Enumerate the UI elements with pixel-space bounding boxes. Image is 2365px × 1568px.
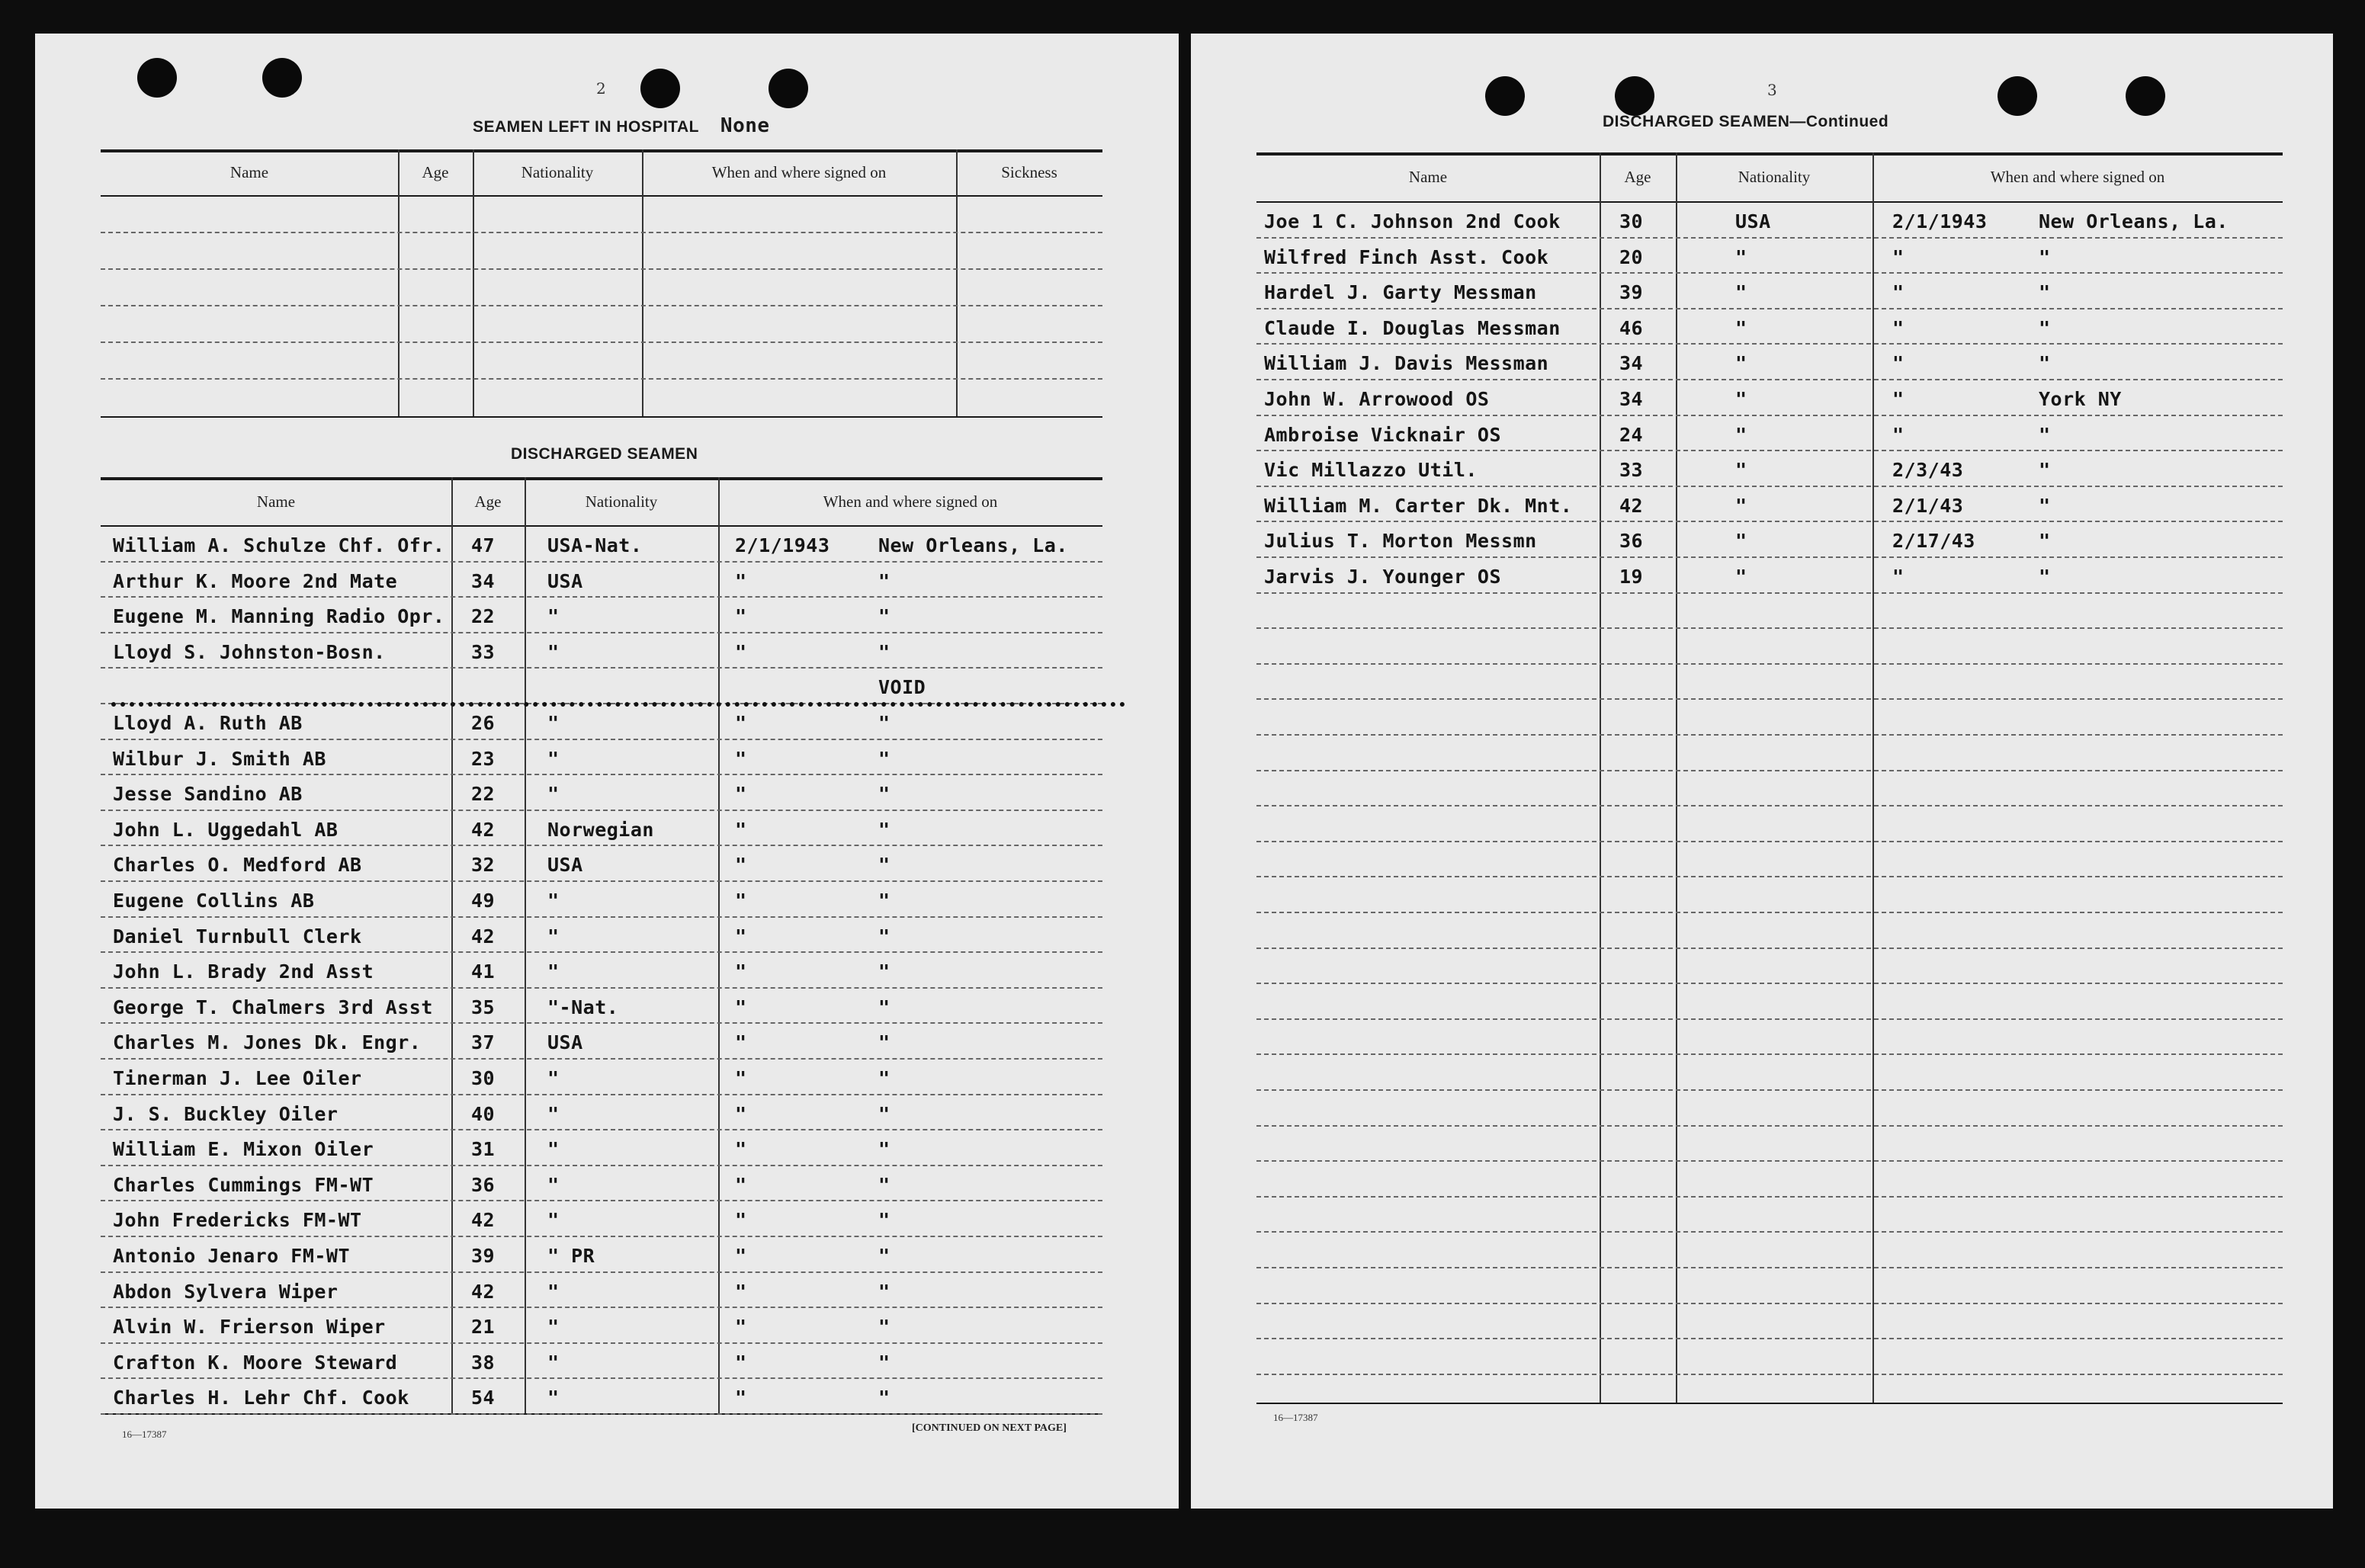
column-header: Age [474, 492, 502, 511]
row-ruling [101, 1413, 1102, 1415]
seaman-nationality: " [547, 1316, 560, 1339]
seaman-nationality: " [1735, 494, 1747, 517]
table-bottom-rule [101, 416, 1102, 418]
seaman-nationality: " [1735, 245, 1747, 268]
row-ruling [101, 596, 1102, 598]
row-ruling [101, 632, 1102, 633]
seaman-age: 32 [471, 854, 496, 877]
seaman-nationality: " [547, 747, 560, 770]
signed-on-place: " [878, 569, 890, 592]
seaman-nationality: USA [547, 1031, 583, 1054]
continued-note: [CONTINUED ON NEXT PAGE] [912, 1422, 1067, 1434]
seaman-nationality: " [547, 1173, 560, 1196]
row-ruling [101, 1342, 1102, 1344]
seaman-name: William J. Davis Messman [1264, 352, 1549, 375]
row-ruling [1256, 379, 2283, 380]
seaman-name: John L. Brady 2nd Asst [113, 960, 374, 983]
signed-on-place: " [2039, 245, 2051, 268]
seaman-nationality: " [547, 783, 560, 806]
seaman-name: Charles H. Lehr Chf. Cook [113, 1387, 409, 1409]
row-ruling [1256, 1267, 2283, 1268]
binder-hole [2126, 76, 2165, 116]
seaman-age: 39 [471, 1245, 496, 1267]
form-number: 16—17387 [1273, 1412, 1318, 1423]
seaman-nationality: " [547, 890, 560, 912]
row-ruling [1256, 734, 2283, 736]
row-ruling [1256, 1196, 2283, 1198]
seaman-name: Lloyd A. Ruth AB [113, 712, 303, 734]
signed-on-place: " [878, 960, 890, 983]
seaman-name: Lloyd S. Johnston-Bosn. [113, 640, 386, 663]
signed-on-date: " [735, 1173, 747, 1196]
row-ruling [101, 774, 1102, 775]
signed-on-place: " [878, 925, 890, 948]
seaman-age: 33 [1619, 459, 1644, 482]
signed-on-place: " [878, 783, 890, 806]
seaman-age: 22 [471, 605, 496, 628]
signed-on-place: " [2039, 459, 2051, 482]
row-ruling [1256, 1374, 2283, 1375]
seaman-name: Charles O. Medford AB [113, 854, 362, 877]
row-ruling [1256, 698, 2283, 700]
column-header: Nationality [585, 492, 658, 511]
signed-on-date: 2/3/43 [1892, 459, 1964, 482]
signed-on-place: " [878, 1245, 890, 1267]
seaman-name: John Fredericks FM-WT [113, 1209, 362, 1232]
row-ruling [1256, 237, 2283, 239]
row-ruling [101, 810, 1102, 811]
signed-on-place: " [878, 1138, 890, 1161]
row-ruling [1256, 627, 2283, 629]
seaman-name: Eugene Collins AB [113, 890, 315, 912]
seaman-name: Eugene M. Manning Radio Opr. [113, 605, 445, 628]
column-header: Name [256, 492, 296, 511]
row-ruling [1256, 343, 2283, 345]
row-ruling [1256, 415, 2283, 416]
row-ruling [1256, 663, 2283, 665]
column-divider [451, 477, 453, 1413]
row-ruling [1256, 521, 2283, 522]
seaman-age: 24 [1619, 423, 1644, 446]
column-divider [473, 149, 474, 416]
row-ruling [1256, 1125, 2283, 1127]
seaman-name: Ambroise Vicknair OS [1264, 423, 1502, 446]
seaman-nationality: USA [547, 854, 583, 877]
row-ruling [101, 667, 1102, 669]
seaman-name: William M. Carter Dk. Mnt. [1264, 494, 1573, 517]
table-top-rule [1256, 152, 2283, 156]
seaman-nationality: " [547, 1102, 560, 1125]
row-ruling [1256, 983, 2283, 984]
signed-on-date: " [735, 569, 747, 592]
row-ruling [1256, 592, 2283, 594]
seaman-age: 46 [1619, 316, 1644, 339]
seaman-name: J. S. Buckley Oiler [113, 1102, 339, 1125]
seaman-age: 47 [471, 534, 496, 556]
signed-on-date: " [735, 1351, 747, 1374]
row-ruling [101, 1058, 1102, 1060]
seaman-nationality: USA [547, 569, 583, 592]
seaman-name: Julius T. Morton Messmn [1264, 530, 1537, 553]
seaman-nationality: " [547, 1351, 560, 1374]
row-ruling [101, 378, 1102, 380]
signed-on-place: " [878, 747, 890, 770]
seaman-nationality: Norwegian [547, 818, 654, 841]
signed-on-date: " [1892, 388, 1905, 410]
signed-on-date: " [735, 818, 747, 841]
seaman-age: 22 [471, 783, 496, 806]
column-header: Name [229, 163, 269, 181]
binder-hole [137, 58, 177, 98]
row-ruling [101, 739, 1102, 740]
seaman-age: 42 [1619, 494, 1644, 517]
seaman-age: 34 [471, 569, 496, 592]
column-divider [642, 149, 643, 416]
row-ruling [101, 232, 1102, 233]
column-divider [956, 149, 958, 416]
seaman-name: Claude I. Douglas Messman [1264, 316, 1561, 339]
seaman-nationality: " [547, 605, 560, 628]
signed-on-date: " [1892, 281, 1905, 304]
seaman-nationality: " [547, 1280, 560, 1303]
signed-on-date: " [735, 1102, 747, 1125]
seaman-nationality: "-Nat. [547, 996, 619, 1018]
seaman-nationality: " PR [547, 1245, 595, 1267]
signed-on-place: " [878, 1280, 890, 1303]
page-number: 3 [1767, 81, 1777, 99]
signed-on-date: " [735, 1387, 747, 1409]
signed-on-date: " [735, 1067, 747, 1089]
row-ruling [101, 305, 1102, 306]
seaman-age: 34 [1619, 388, 1644, 410]
signed-on-date: " [1892, 245, 1905, 268]
signed-on-date: " [1892, 352, 1905, 375]
row-ruling [101, 1022, 1102, 1024]
seaman-name: Alvin W. Frierson Wiper [113, 1316, 386, 1339]
signed-on-date: " [735, 1316, 747, 1339]
discharged-caption: DISCHARGED SEAMEN [511, 445, 698, 463]
hospital-none-stamp: None [720, 114, 770, 137]
signed-on-date: " [1892, 316, 1905, 339]
signed-on-date: 2/1/1943 [1892, 210, 1988, 232]
table-bottom-rule [1256, 1403, 2283, 1404]
row-ruling [101, 916, 1102, 918]
binder-hole [640, 69, 680, 108]
signed-on-place: " [878, 640, 890, 663]
signed-on-date: " [735, 1031, 747, 1054]
seaman-nationality: " [1735, 566, 1747, 588]
signed-on-place: VOID [878, 676, 926, 699]
seaman-age: 30 [471, 1067, 496, 1089]
column-header: Nationality [1738, 168, 1811, 186]
seaman-name: George T. Chalmers 3rd Asst [113, 996, 433, 1018]
seaman-age: 37 [471, 1031, 496, 1054]
signed-on-place: " [878, 1209, 890, 1232]
row-ruling [1256, 450, 2283, 451]
seaman-nationality: " [1735, 530, 1747, 553]
signed-on-place: " [878, 996, 890, 1018]
seaman-name: John W. Arrowood OS [1264, 388, 1490, 410]
form-number: 16—17387 [122, 1429, 167, 1440]
signed-on-date: 2/17/43 [1892, 530, 1975, 553]
column-divider [718, 477, 720, 1413]
seaman-age: 42 [471, 925, 496, 948]
row-ruling [1256, 308, 2283, 309]
seaman-nationality: USA [1735, 210, 1771, 232]
signed-on-place: " [878, 890, 890, 912]
signed-on-place: " [878, 818, 890, 841]
column-header: Name [1408, 168, 1448, 186]
seaman-age: 30 [1619, 210, 1644, 232]
seaman-name: Wilbur J. Smith AB [113, 747, 326, 770]
seaman-nationality: " [1735, 423, 1747, 446]
row-ruling [1256, 1338, 2283, 1339]
seaman-name: Daniel Turnbull Clerk [113, 925, 362, 948]
seaman-age: 42 [471, 1209, 496, 1232]
seaman-name: Jarvis J. Younger OS [1264, 566, 1502, 588]
seaman-name: John L. Uggedahl AB [113, 818, 339, 841]
seaman-name: Jesse Sandino AB [113, 783, 303, 806]
signed-on-place: York NY [2039, 388, 2122, 410]
row-ruling [1256, 948, 2283, 949]
seaman-age: 33 [471, 640, 496, 663]
left-page [35, 34, 1179, 1509]
seaman-nationality: " [1735, 316, 1747, 339]
binder-hole [1998, 76, 2037, 116]
seaman-age: 49 [471, 890, 496, 912]
seaman-age: 34 [1619, 352, 1644, 375]
continued-caption: DISCHARGED SEAMEN—Continued [1603, 113, 1889, 130]
column-header: When and where signed on [711, 163, 887, 181]
signed-on-place: " [2039, 494, 2051, 517]
seaman-nationality: USA-Nat. [547, 534, 643, 556]
signed-on-date: " [735, 925, 747, 948]
row-ruling [1256, 1303, 2283, 1304]
table-top-rule [101, 149, 1102, 152]
seaman-age: 39 [1619, 281, 1644, 304]
signed-on-place: " [878, 1316, 890, 1339]
row-ruling [1256, 805, 2283, 806]
signed-on-place: " [878, 1387, 890, 1409]
seaman-name: Joe 1 C. Johnson 2nd Cook [1264, 210, 1561, 232]
void-strikethrough [111, 702, 1125, 707]
signed-on-place: " [878, 1173, 890, 1196]
row-ruling [1256, 770, 2283, 771]
column-header: Age [422, 163, 449, 181]
signed-on-place: " [878, 605, 890, 628]
signed-on-place: New Orleans, La. [2039, 210, 2229, 232]
seaman-name: Tinerman J. Lee Oiler [113, 1067, 362, 1089]
signed-on-date: " [735, 996, 747, 1018]
row-ruling [101, 561, 1102, 563]
right-page [1191, 34, 2333, 1509]
column-divider [398, 149, 400, 416]
seaman-age: 36 [1619, 530, 1644, 553]
signed-on-place: " [2039, 423, 2051, 446]
column-header: Sickness [1001, 163, 1057, 181]
seaman-nationality: " [547, 1138, 560, 1161]
signed-on-date: " [735, 1280, 747, 1303]
signed-on-place: " [2039, 352, 2051, 375]
seaman-age: 20 [1619, 245, 1644, 268]
row-ruling [1256, 1231, 2283, 1233]
signed-on-place: " [878, 1031, 890, 1054]
signed-on-date: " [735, 854, 747, 877]
seaman-age: 36 [471, 1173, 496, 1196]
row-ruling [101, 845, 1102, 846]
signed-on-place: " [878, 1351, 890, 1374]
seaman-name: William A. Schulze Chf. Ofr. [113, 534, 445, 556]
column-divider [1600, 152, 1601, 1403]
signed-on-place: " [878, 1102, 890, 1125]
row-ruling [101, 1271, 1102, 1273]
row-ruling [1256, 876, 2283, 877]
header-rule [101, 525, 1102, 527]
seaman-name: William E. Mixon Oiler [113, 1138, 374, 1161]
seaman-nationality: " [547, 640, 560, 663]
column-divider [525, 477, 526, 1413]
signed-on-date: " [735, 960, 747, 983]
seaman-nationality: " [1735, 281, 1747, 304]
page-number: 2 [596, 79, 606, 98]
header-rule [101, 195, 1102, 197]
binder-hole [1615, 76, 1654, 116]
seaman-age: 42 [471, 1280, 496, 1303]
signed-on-place: New Orleans, La. [878, 534, 1068, 556]
column-divider [1676, 152, 1677, 1403]
seaman-age: 41 [471, 960, 496, 983]
seaman-name: Hardel J. Garty Messman [1264, 281, 1537, 304]
signed-on-place: " [878, 712, 890, 734]
row-ruling [1256, 1089, 2283, 1091]
seaman-age: 26 [471, 712, 496, 734]
column-header: When and where signed on [1990, 168, 2165, 186]
row-ruling [101, 1200, 1102, 1201]
signed-on-date: " [735, 1209, 747, 1232]
signed-on-place: " [2039, 316, 2051, 339]
seaman-age: 42 [471, 818, 496, 841]
seaman-name: Charles Cummings FM-WT [113, 1173, 374, 1196]
row-ruling [101, 1377, 1102, 1379]
row-ruling [101, 1165, 1102, 1166]
row-ruling [1256, 1018, 2283, 1020]
row-ruling [101, 951, 1102, 953]
seaman-nationality: " [547, 712, 560, 734]
signed-on-date: " [735, 1138, 747, 1161]
seaman-name: Crafton K. Moore Steward [113, 1351, 398, 1374]
signed-on-place: " [878, 1067, 890, 1089]
signed-on-date: " [735, 640, 747, 663]
row-ruling [101, 341, 1102, 343]
signed-on-date: 2/1/43 [1892, 494, 1964, 517]
column-divider [1872, 152, 1874, 1403]
binder-hole [1485, 76, 1525, 116]
hospital-caption: SEAMEN LEFT IN HOSPITAL None [473, 114, 770, 137]
seaman-age: 21 [471, 1316, 496, 1339]
column-header: When and where signed on [823, 492, 998, 511]
row-ruling [1256, 912, 2283, 913]
seaman-nationality: " [1735, 352, 1747, 375]
row-ruling [1256, 486, 2283, 487]
binder-hole [262, 58, 302, 98]
header-rule [1256, 201, 2283, 203]
row-ruling [1256, 841, 2283, 842]
seaman-nationality: " [547, 1387, 560, 1409]
signed-on-date: " [735, 712, 747, 734]
row-ruling [101, 268, 1102, 270]
row-ruling [1256, 1160, 2283, 1162]
seaman-nationality: " [1735, 388, 1747, 410]
row-ruling [101, 1307, 1102, 1308]
signed-on-place: " [2039, 281, 2051, 304]
signed-on-date: " [735, 783, 747, 806]
column-header: Nationality [521, 163, 594, 181]
seaman-age: 54 [471, 1387, 496, 1409]
row-ruling [101, 880, 1102, 882]
table-top-rule [101, 477, 1102, 480]
row-ruling [101, 1236, 1102, 1237]
signed-on-place: " [2039, 530, 2051, 553]
signed-on-date: " [735, 1245, 747, 1267]
signed-on-date: 2/1/1943 [735, 534, 830, 556]
signed-on-date: " [735, 890, 747, 912]
seaman-name: Wilfred Finch Asst. Cook [1264, 245, 1549, 268]
row-ruling [101, 1094, 1102, 1095]
seaman-age: 38 [471, 1351, 496, 1374]
row-ruling [1256, 1053, 2283, 1055]
seaman-nationality: " [547, 925, 560, 948]
column-header: Age [1624, 168, 1651, 186]
row-ruling [1256, 272, 2283, 274]
seaman-nationality: " [547, 1067, 560, 1089]
seaman-age: 23 [471, 747, 496, 770]
seaman-nationality: " [1735, 459, 1747, 482]
signed-on-date: " [735, 605, 747, 628]
seaman-age: 19 [1619, 566, 1644, 588]
signed-on-date: " [1892, 423, 1905, 446]
row-ruling [101, 1129, 1102, 1130]
binder-hole [769, 69, 808, 108]
seaman-nationality: " [547, 1209, 560, 1232]
seaman-age: 31 [471, 1138, 496, 1161]
signed-on-place: " [2039, 566, 2051, 588]
seaman-name: Abdon Sylvera Wiper [113, 1280, 339, 1303]
seaman-name: Charles M. Jones Dk. Engr. [113, 1031, 422, 1054]
seaman-name: Vic Millazzo Util. [1264, 459, 1478, 482]
seaman-age: 40 [471, 1102, 496, 1125]
seaman-age: 35 [471, 996, 496, 1018]
signed-on-place: " [878, 854, 890, 877]
seaman-name: Antonio Jenaro FM-WT [113, 1245, 351, 1267]
row-ruling [1256, 556, 2283, 558]
seaman-nationality: " [547, 960, 560, 983]
seaman-name: Arthur K. Moore 2nd Mate [113, 569, 398, 592]
row-ruling [101, 987, 1102, 989]
signed-on-date: " [1892, 566, 1905, 588]
signed-on-date: " [735, 747, 747, 770]
